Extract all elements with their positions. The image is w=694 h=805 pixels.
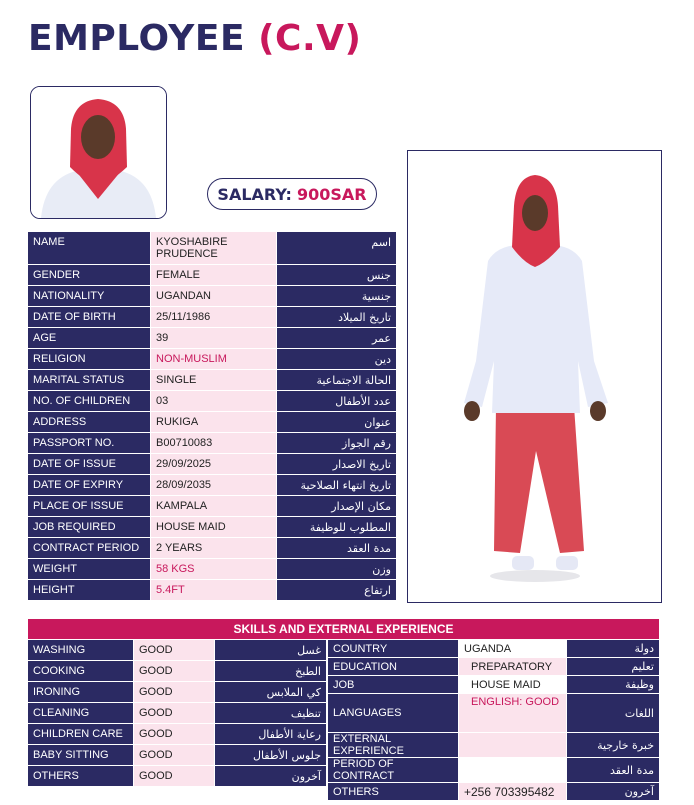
- skill-value: GOOD: [133, 682, 215, 703]
- info-row: [28, 412, 396, 433]
- info-row: [28, 538, 396, 559]
- experience-label: PERIOD OF CONTRACT: [328, 758, 458, 783]
- info-label: NAME: [28, 232, 150, 265]
- skill-label: BABY SITTING: [28, 745, 133, 766]
- experience-arabic: دولة: [567, 640, 659, 658]
- salary-badge: [207, 178, 377, 210]
- info-label: RELIGION: [28, 349, 150, 370]
- experience-arabic: آخرون: [567, 783, 659, 801]
- experience-row: [328, 733, 659, 758]
- info-value: B00710083: [150, 433, 277, 454]
- info-arabic: تاريخ الاصدار: [277, 454, 396, 475]
- info-row: [28, 370, 396, 391]
- info-value: UGANDAN: [150, 286, 277, 307]
- info-value: RUKIGA: [150, 412, 277, 433]
- info-value: KAMPALA: [150, 496, 277, 517]
- portrait-photo: [30, 86, 167, 219]
- info-arabic: دين: [277, 349, 396, 370]
- skill-arabic: جلوس الأطفال: [215, 745, 326, 766]
- info-label: DATE OF BIRTH: [28, 307, 150, 328]
- skill-label: OTHERS: [28, 766, 133, 787]
- experience-arabic: خبرة خارجية: [567, 733, 659, 758]
- info-value: FEMALE: [150, 265, 277, 286]
- salary-label: SALARY:: [217, 184, 292, 204]
- info-row: [28, 496, 396, 517]
- title-accent: (C.V): [258, 18, 362, 59]
- info-label: NO. OF CHILDREN: [28, 391, 150, 412]
- skill-arabic: رعاية الأطفال: [215, 724, 326, 745]
- info-label: JOB REQUIRED: [28, 517, 150, 538]
- info-arabic: اسم: [277, 232, 396, 265]
- skill-label: WASHING: [28, 640, 133, 661]
- info-row: [28, 232, 396, 265]
- info-label: AGE: [28, 328, 150, 349]
- info-value: 2 YEARS: [150, 538, 277, 559]
- experience-row: [328, 783, 659, 801]
- info-row: [28, 454, 396, 475]
- experience-arabic: اللغات: [567, 694, 659, 733]
- skill-value: GOOD: [133, 724, 215, 745]
- info-arabic: تاريخ الميلاد: [277, 307, 396, 328]
- skill-value: GOOD: [133, 640, 215, 661]
- skill-row: [28, 766, 326, 787]
- experience-arabic: وظيفة: [567, 676, 659, 694]
- info-arabic: عنوان: [277, 412, 396, 433]
- skill-arabic: الطبخ: [215, 661, 326, 682]
- skill-label: CHILDREN CARE: [28, 724, 133, 745]
- skill-label: IRONING: [28, 682, 133, 703]
- experience-row: [328, 758, 659, 783]
- skill-row: [28, 640, 326, 661]
- info-label: GENDER: [28, 265, 150, 286]
- info-arabic: مكان الإصدار: [277, 496, 396, 517]
- info-row: [28, 433, 396, 454]
- info-row: [28, 328, 396, 349]
- info-row: [28, 517, 396, 538]
- experience-row: [328, 694, 659, 733]
- info-label: WEIGHT: [28, 559, 150, 580]
- skill-label: COOKING: [28, 661, 133, 682]
- info-label: PASSPORT NO.: [28, 433, 150, 454]
- info-label: ADDRESS: [28, 412, 150, 433]
- info-row: [28, 307, 396, 328]
- info-arabic: ارتفاع: [277, 580, 396, 601]
- salary-value: 900SAR: [296, 184, 367, 204]
- skill-row: [28, 745, 326, 766]
- experience-arabic: تعليم: [567, 658, 659, 676]
- info-value: 28/09/2035: [150, 475, 277, 496]
- skill-arabic: غسل: [215, 640, 326, 661]
- experience-value: PREPARATORY: [458, 658, 567, 676]
- info-value: 58 KGS: [150, 559, 277, 580]
- page-title: [28, 18, 361, 59]
- info-label: DATE OF EXPIRY: [28, 475, 150, 496]
- experience-arabic: مدة العقد: [567, 758, 659, 783]
- experience-value: UGANDA: [458, 640, 567, 658]
- skill-row: [28, 661, 326, 682]
- info-row: [28, 349, 396, 370]
- title-main: EMPLOYEE: [28, 18, 246, 59]
- experience-row: [328, 658, 659, 676]
- info-label: NATIONALITY: [28, 286, 150, 307]
- experience-label: COUNTRY: [328, 640, 458, 658]
- skill-value: GOOD: [133, 703, 215, 724]
- experience-label: EXTERNAL EXPERIENCE: [328, 733, 458, 758]
- info-label: PLACE OF ISSUE: [28, 496, 150, 517]
- info-arabic: رقم الجواز: [277, 433, 396, 454]
- skill-row: [28, 682, 326, 703]
- skills-table: [28, 640, 326, 787]
- experience-row: [328, 676, 659, 694]
- experience-value: [458, 758, 567, 783]
- experience-table: [328, 640, 659, 801]
- info-arabic: عمر: [277, 328, 396, 349]
- info-label: CONTRACT PERIOD: [28, 538, 150, 559]
- personal-info-table: [28, 232, 396, 601]
- info-value: 03: [150, 391, 277, 412]
- info-value: NON-MUSLIM: [150, 349, 277, 370]
- info-arabic: وزن: [277, 559, 396, 580]
- info-arabic: المطلوب للوظيفة: [277, 517, 396, 538]
- experience-value: +256 703395482: [458, 783, 567, 801]
- info-row: [28, 286, 396, 307]
- info-label: HEIGHT: [28, 580, 150, 601]
- skill-value: GOOD: [133, 766, 215, 787]
- info-row: [28, 391, 396, 412]
- info-label: DATE OF ISSUE: [28, 454, 150, 475]
- skill-row: [28, 703, 326, 724]
- experience-label: EDUCATION: [328, 658, 458, 676]
- skill-value: GOOD: [133, 661, 215, 682]
- info-value: SINGLE: [150, 370, 277, 391]
- info-value: KYOSHABIRE PRUDENCE: [150, 232, 277, 265]
- experience-value: [458, 733, 567, 758]
- experience-row: [328, 640, 659, 658]
- info-value: 5.4FT: [150, 580, 277, 601]
- info-value: 29/09/2025: [150, 454, 277, 475]
- info-value: 25/11/1986: [150, 307, 277, 328]
- info-row: [28, 580, 396, 601]
- skill-row: [28, 724, 326, 745]
- info-arabic: مدة العقد: [277, 538, 396, 559]
- info-arabic: جنسية: [277, 286, 396, 307]
- skill-arabic: تنظيف: [215, 703, 326, 724]
- skill-arabic: آخرون: [215, 766, 326, 787]
- info-value: HOUSE MAID: [150, 517, 277, 538]
- info-arabic: الحالة الاجتماعية: [277, 370, 396, 391]
- experience-label: OTHERS: [328, 783, 458, 801]
- info-row: [28, 265, 396, 286]
- info-arabic: عدد الأطفال: [277, 391, 396, 412]
- skill-label: CLEANING: [28, 703, 133, 724]
- skill-value: GOOD: [133, 745, 215, 766]
- skills-section-title: SKILLS AND EXTERNAL EXPERIENCE: [28, 619, 659, 639]
- experience-value: ENGLISH: GOOD: [458, 694, 567, 733]
- info-row: [28, 475, 396, 496]
- info-value: 39: [150, 328, 277, 349]
- info-arabic: تاريخ انتهاء الصلاحية: [277, 475, 396, 496]
- info-row: [28, 559, 396, 580]
- skill-arabic: كي الملابس: [215, 682, 326, 703]
- full-body-photo: [407, 150, 662, 603]
- experience-value: HOUSE MAID: [458, 676, 567, 694]
- info-arabic: جنس: [277, 265, 396, 286]
- info-label: MARITAL STATUS: [28, 370, 150, 391]
- experience-label: LANGUAGES: [328, 694, 458, 733]
- experience-label: JOB: [328, 676, 458, 694]
